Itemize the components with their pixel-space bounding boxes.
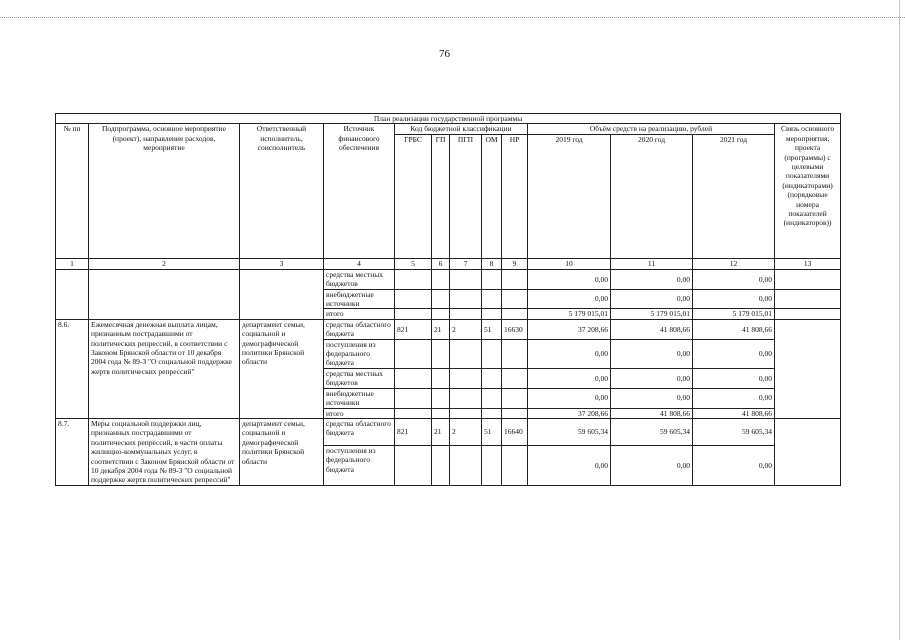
table-row	[56, 319, 841, 339]
amount-2019: 37 208,66	[528, 408, 611, 418]
column-number: 1	[56, 259, 89, 269]
column-number: 9	[502, 259, 528, 269]
header-link: Связь основного мероприятия, проекта (программы) с целевыми показателями (индикаторами) (порядковые номера показателей (индикаторов))	[775, 124, 841, 259]
header-nr: НР	[502, 135, 528, 259]
table-row	[56, 269, 841, 289]
column-number: 11	[611, 259, 693, 269]
row-number: 8.6.	[56, 319, 89, 418]
om-cell: 51	[482, 319, 502, 339]
amount-2019: 0,00	[528, 445, 611, 485]
amount-2021: 0,00	[693, 339, 775, 368]
amount-2021: 59 605,34	[693, 418, 775, 445]
amount-2021: 41 808,66	[693, 408, 775, 418]
source-cell: средства местных бюджетов	[324, 269, 395, 289]
header-executor: Ответственный исполнитель, соисполнитель	[240, 124, 324, 259]
source-cell: итого	[324, 408, 395, 418]
pgp-cell: 2	[450, 319, 482, 339]
om-cell: 51	[482, 418, 502, 445]
program-plan-table	[55, 113, 841, 486]
source-cell: внебюджетные источники	[324, 289, 395, 309]
source-cell: поступления из федерального бюджета	[324, 445, 395, 485]
program-cell: Ежемесячная денежная выплата лицам, признанным пострадавшими от политических репрессий, в соответствии с Законом Брянской области от 10 декабря 2004 года № 89-З "О социальной поддержке жертв политических репрессий"	[89, 319, 240, 418]
amount-2021: 0,00	[693, 368, 775, 388]
column-number: 8	[482, 259, 502, 269]
column-number: 3	[240, 259, 324, 269]
amount-2020: 41 808,66	[611, 319, 693, 339]
source-cell: средства областного бюджета	[324, 418, 395, 445]
header-num: № пп	[56, 124, 89, 259]
source-cell: итого	[324, 309, 395, 319]
executor-cell: департамент семьи, социальной и демографической политики Брянской области	[240, 418, 324, 485]
grbs-cell: 821	[395, 418, 432, 445]
column-number: 2	[89, 259, 240, 269]
amount-2019: 0,00	[528, 269, 611, 289]
amount-2021: 41 808,66	[693, 319, 775, 339]
page-number: 76	[439, 48, 450, 60]
amount-2020: 0,00	[611, 388, 693, 408]
amount-2021: 0,00	[693, 289, 775, 309]
row-number: 8.7.	[56, 418, 89, 485]
program-cell: Меры социальной поддержки лиц, признанных пострадавшими от политических репрессий, в части оплаты жилищно-коммунальных услуг, в соответствии с Законом Брянской области от 10 декабря 2004 года № 89-З "О социальной поддержке жертв политических репрессий"	[89, 418, 240, 485]
column-number: 6	[432, 259, 450, 269]
amount-2019: 0,00	[528, 289, 611, 309]
column-number: 12	[693, 259, 775, 269]
grbs-cell: 821	[395, 319, 432, 339]
header-budget-code: Код бюджетной классификации	[395, 124, 528, 135]
scan-artifact-edge	[899, 0, 900, 640]
column-number-row	[56, 259, 841, 269]
source-cell: средства местных бюджетов	[324, 368, 395, 388]
executor-cell: департамент семьи, социальной и демографической политики Брянской области	[240, 319, 324, 418]
header-gp: ГП	[432, 135, 450, 259]
amount-2019: 0,00	[528, 339, 611, 368]
gp-cell: 21	[432, 418, 450, 445]
header-program: Подпрограмма, основное мероприятие (проект), направление расходов, мероприятие	[89, 124, 240, 259]
amount-2019: 5 179 015,01	[528, 309, 611, 319]
amount-2019: 59 605,34	[528, 418, 611, 445]
column-number: 13	[775, 259, 841, 269]
header-2019: 2019 год	[528, 135, 611, 259]
header-grbs: ГРБС	[395, 135, 432, 259]
column-number: 7	[450, 259, 482, 269]
column-number: 4	[324, 259, 395, 269]
header-pgp: ПГП	[450, 135, 482, 259]
amount-2020: 41 808,66	[611, 408, 693, 418]
header-om: ОМ	[482, 135, 502, 259]
table-row	[56, 418, 841, 445]
header-source: Источник финансового обеспечения	[324, 124, 395, 259]
nr-cell: 16630	[502, 319, 528, 339]
amount-2021: 0,00	[693, 269, 775, 289]
amount-2019: 0,00	[528, 368, 611, 388]
amount-2020: 0,00	[611, 368, 693, 388]
amount-2020: 0,00	[611, 339, 693, 368]
amount-2020: 59 605,34	[611, 418, 693, 445]
amount-2020: 5 179 015,01	[611, 309, 693, 319]
gp-cell: 21	[432, 319, 450, 339]
header-2021: 2021 год	[693, 135, 775, 259]
amount-2019: 0,00	[528, 388, 611, 408]
amount-2021: 0,00	[693, 388, 775, 408]
nr-cell: 16640	[502, 418, 528, 445]
header-2020: 2020 год	[611, 135, 693, 259]
column-number: 5	[395, 259, 432, 269]
pgp-cell: 2	[450, 418, 482, 445]
header-volume: Объём средств на реализацию, рублей	[528, 124, 775, 135]
column-number: 10	[528, 259, 611, 269]
amount-2020: 0,00	[611, 289, 693, 309]
table-caption: План реализации государственной программы	[56, 114, 841, 124]
scan-artifact-line	[0, 17, 905, 18]
source-cell: средства областного бюджета	[324, 319, 395, 339]
amount-2020: 0,00	[611, 445, 693, 485]
amount-2020: 0,00	[611, 269, 693, 289]
amount-2021: 5 179 015,01	[693, 309, 775, 319]
source-cell: поступления из федерального бюджета	[324, 339, 395, 368]
amount-2021: 0,00	[693, 445, 775, 485]
amount-2019: 37 208,66	[528, 319, 611, 339]
source-cell: внебюджетные источники	[324, 388, 395, 408]
